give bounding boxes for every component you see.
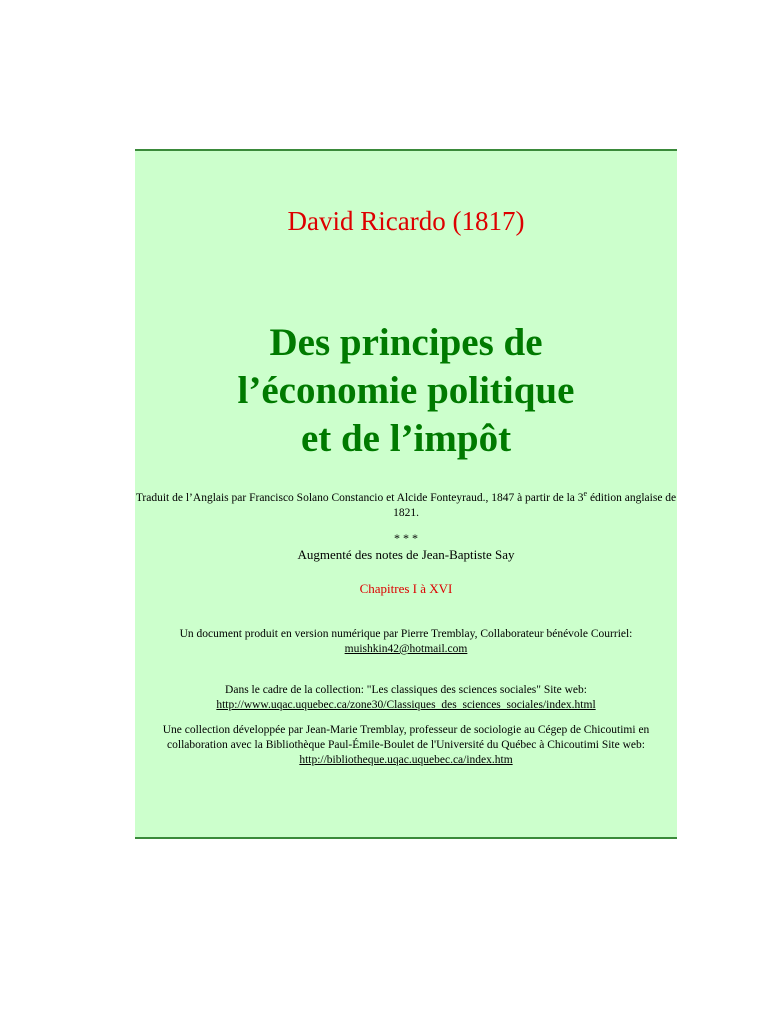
institution-line-3: en collaboration avec la Bibliothèque <box>167 724 650 751</box>
translation-line-1: Traduit de l’Anglais par Francisco Solano Constancio et <box>135 492 395 504</box>
chapters-range: Chapitres I à XVI <box>359 581 453 596</box>
producer-line-2: Collaborateur bénévole <box>480 628 588 640</box>
institution-credit <box>135 723 677 768</box>
institution-line-2: par Jean-Marie Tremblay, professeur de sociologie au Cégep de Chicoutimi <box>288 724 636 736</box>
collection-credit <box>135 683 677 713</box>
separator-stars: * * * <box>394 531 418 545</box>
author-heading: David Ricardo (1817) <box>287 206 525 236</box>
institution-line-4: Paul-Émile-Boulet de l'Université du Québec à Chicoutimi <box>327 739 599 751</box>
collection-site-label: Site web: <box>543 684 587 696</box>
title-line-2: l’économie politique <box>237 369 575 412</box>
translation-line-2-pre: Alcide Fonteyraud., 1847 à partir de la 3 <box>396 492 584 504</box>
institution-site-link[interactable]: http://bibliotheque.uqac.uquebec.ca/index.htm <box>299 754 513 766</box>
title-line-3: et de l’impôt <box>300 417 512 460</box>
courriel-label: Courriel: <box>590 628 633 640</box>
translation-line-2 <box>393 489 677 519</box>
institution-line-1: Une collection développée <box>162 724 286 736</box>
edition-superscript: e <box>583 489 588 499</box>
translation-credit <box>135 491 677 521</box>
collection-line-1: Dans le cadre de la collection: "Les classiques des sciences sociales" <box>225 684 541 696</box>
producer-line-1: Un document produit en version numérique par Pierre Tremblay, <box>179 628 478 640</box>
translation-line-2-post: édition anglaise de 1821. <box>393 492 677 519</box>
institution-site-label: Site web: <box>601 739 645 751</box>
book-title <box>135 319 677 463</box>
producer-credit <box>135 627 677 657</box>
augmented-notes: Augmenté des notes de Jean-Baptiste Say <box>297 547 515 562</box>
cover-panel <box>135 149 677 839</box>
courriel-link[interactable]: muishkin42@hotmail.com <box>344 643 468 655</box>
title-line-1: Des principes de <box>269 321 543 364</box>
collection-site-link[interactable]: http://www.uqac.uquebec.ca/zone30/Classiques_des_sciences_sociales/index.html <box>216 699 596 711</box>
